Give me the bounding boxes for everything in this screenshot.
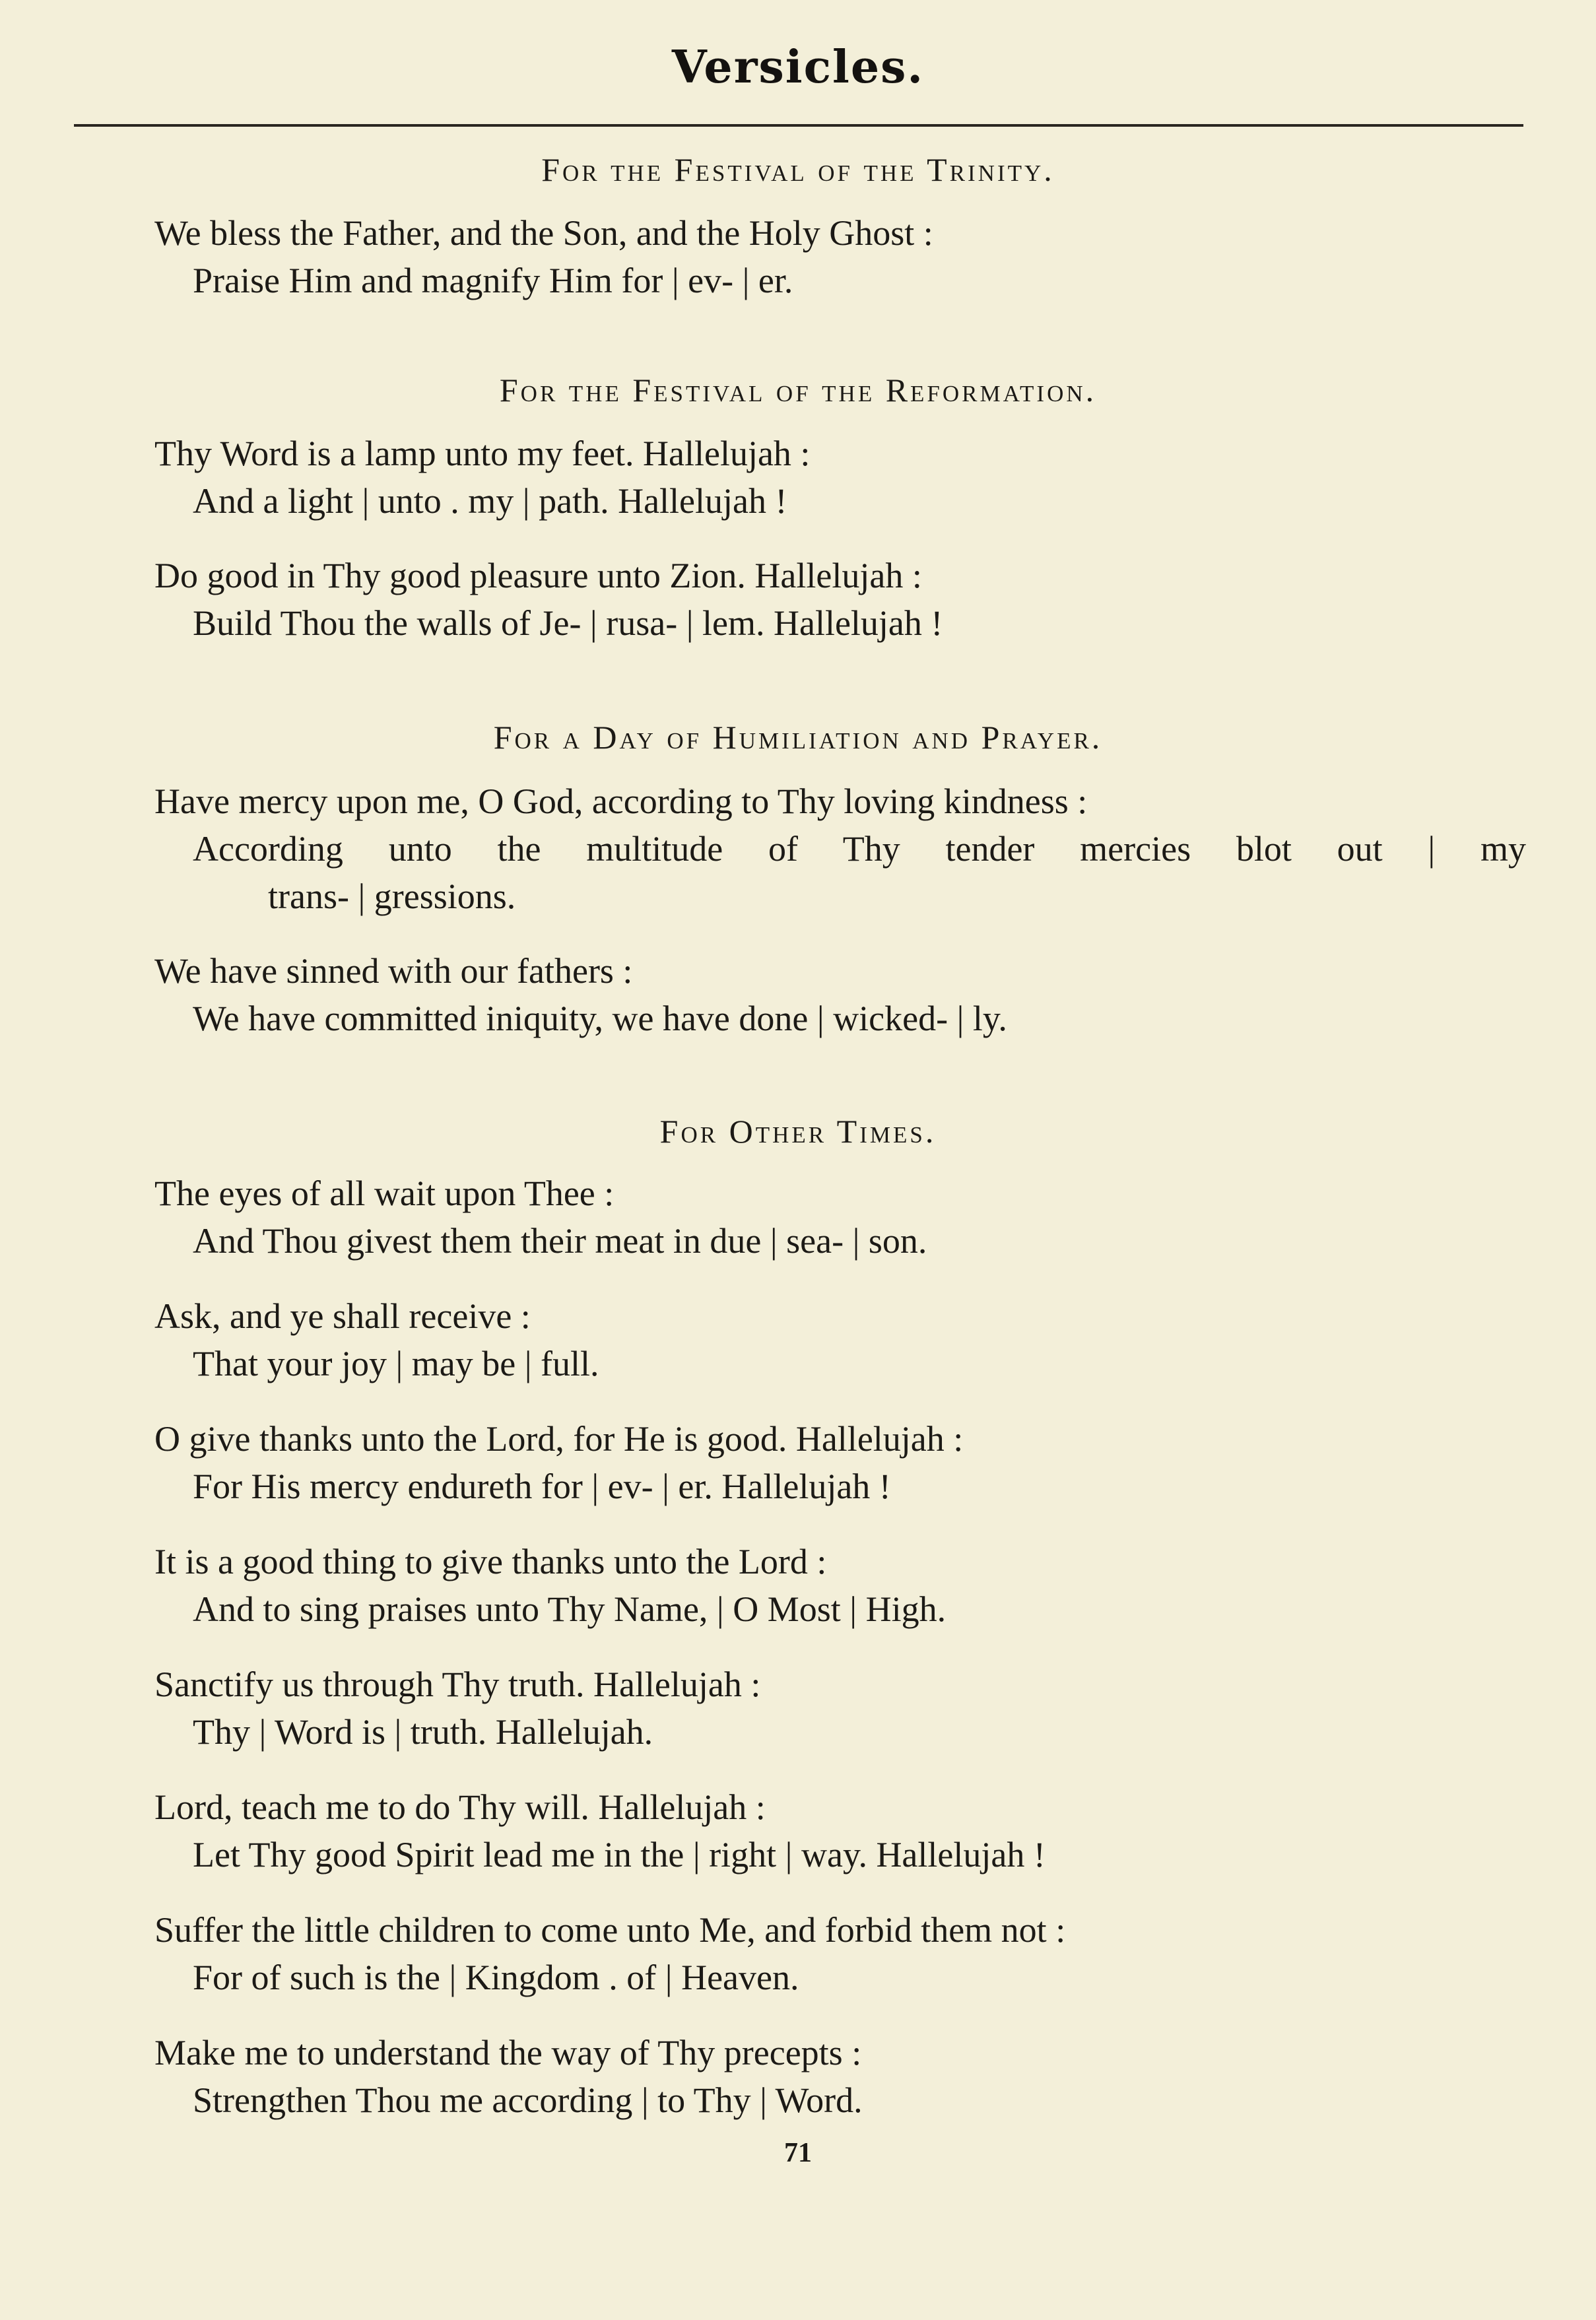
response-line: For of such is the | Kingdom . of | Heaven. <box>193 1958 799 1997</box>
response-line: And to sing praises unto Thy Name, | O Most | High. <box>193 1589 947 1629</box>
response-line: And Thou givest them their meat in due | sea- | son. <box>193 1221 927 1261</box>
response-line: Praise Him and magnify Him for | ev- | er. <box>193 261 793 300</box>
versicle-line: We bless the Father, and the Son, and the Holy Ghost : <box>154 213 933 253</box>
running-head: Versicles. <box>671 41 925 94</box>
versicle-line: Thy Word is a lamp unto my feet. Hallelujah : <box>154 434 811 473</box>
response-line: For His mercy endureth for | ev- | er. Hallelujah ! <box>193 1467 891 1506</box>
section-heading: For the Festival of the Trinity. <box>541 151 1055 188</box>
versicle-line: Sanctify us through Thy truth. Hallelujah : <box>154 1665 761 1704</box>
versicle-line: It is a good thing to give thanks unto the Lord : <box>154 1542 827 1581</box>
header-rule <box>74 124 1523 127</box>
response-line: We have committed iniquity, we have done | wicked- | ly. <box>193 999 1007 1038</box>
versicle-line: The eyes of all wait upon Thee : <box>154 1174 615 1213</box>
response-continuation-line: trans- | gressions. <box>268 877 516 916</box>
response-line: Build Thou the walls of Je- | rusa- | lem. Hallelujah ! <box>193 603 943 643</box>
section-heading: For a Day of Humiliation and Prayer. <box>493 719 1103 756</box>
versicle-line: We have sinned with our fathers : <box>154 951 633 991</box>
versicle-line: O give thanks unto the Lord, for He is good. Hallelujah : <box>154 1419 964 1459</box>
section-heading: For Other Times. <box>659 1113 937 1150</box>
versicle-line: Lord, teach me to do Thy will. Hallelujah : <box>154 1787 766 1827</box>
response-line: And a light | unto . my | path. Hallelujah ! <box>193 481 787 521</box>
section-heading: For the Festival of the Reformation. <box>499 372 1097 409</box>
versicle-line: Do good in Thy good pleasure unto Zion. Hallelujah : <box>154 556 922 595</box>
response-line: Let Thy good Spirit lead me in the | right | way. Hallelujah ! <box>193 1835 1046 1874</box>
page-number: 71 <box>784 2138 812 2168</box>
response-line: That your joy | may be | full. <box>193 1344 599 1383</box>
versicle-line: Suffer the little children to come unto Me, and forbid them not : <box>154 1910 1066 1950</box>
response-line: Thy | Word is | truth. Hallelujah. <box>193 1712 653 1752</box>
versicle-line: Ask, and ye shall receive : <box>154 1296 531 1336</box>
response-line: Strengthen Thou me according | to Thy | Word. <box>193 2080 863 2120</box>
versicle-line: Have mercy upon me, O God, according to Thy loving kindness : <box>154 781 1088 821</box>
response-line: According unto the multitude of Thy tender mercies blot out | my <box>193 829 1526 869</box>
versicle-line: Make me to understand the way of Thy precepts : <box>154 2033 862 2072</box>
